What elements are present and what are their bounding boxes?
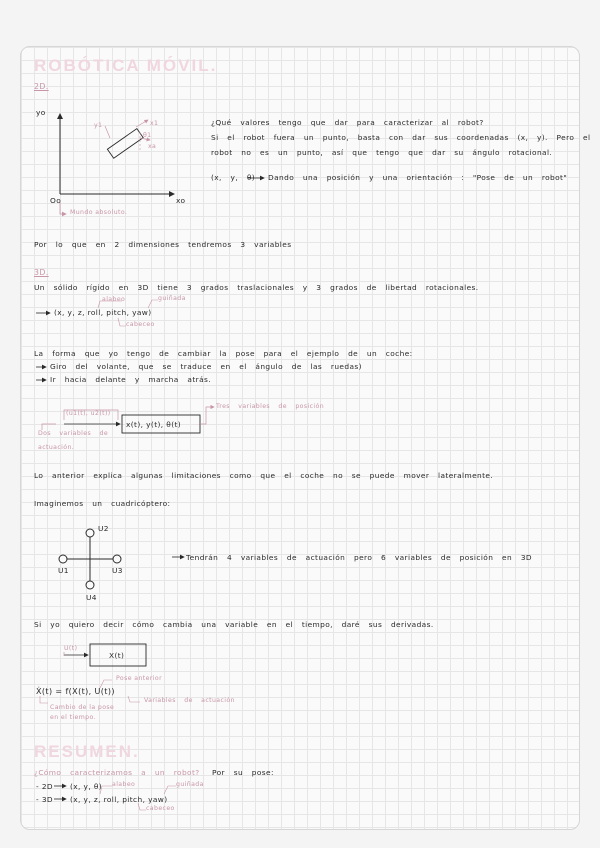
- resumen-title: RESUMEN.: [34, 742, 140, 761]
- rotor-u2: [86, 529, 94, 537]
- rotor-u3: [113, 555, 121, 563]
- section-2d-label: 2D.: [34, 82, 49, 91]
- ann-pitch: cabeceo: [126, 321, 155, 328]
- pose-tuple: (x, y, θ): [211, 173, 256, 182]
- q-line-2: Si el robot fuera un punto, basta con dar sus coordenadas (x, y). Pero el: [211, 133, 591, 142]
- car-act-vars-2: actuación.: [38, 444, 75, 451]
- car-box-text: x(t), y(t), θ(t): [126, 420, 182, 429]
- ann-change-1: Cambio de la pose: [50, 704, 115, 711]
- rotor-u4: [86, 581, 94, 589]
- quad-text: Tendrán 4 variables de actuación pero 6 variables de posición en 3D: [186, 553, 533, 562]
- pose-text: Dando una posición y una orientación : "Pose de un robot": [268, 173, 568, 182]
- deriv-input: U(t): [64, 645, 78, 652]
- car-act-vars-1: Dos variables de: [38, 430, 109, 437]
- origin-label: Oo: [50, 196, 62, 205]
- robot-label-xa: xa: [148, 143, 157, 150]
- quad-u4: U4: [86, 593, 97, 602]
- car-bullet-1: Giro del volante, que se traduce en el ángulo de las ruedas): [50, 362, 362, 371]
- robot-label-theta: θ1: [143, 132, 152, 139]
- rotor-u1: [59, 555, 67, 563]
- section-3d-label: 3D.: [34, 268, 49, 277]
- q-line-1: ¿Qué valores tengo que dar para caracterizar al robot?: [211, 118, 484, 127]
- deriv-box-text: X(t): [109, 651, 125, 660]
- car-intro: La forma que yo tengo de cambiar la pose para el ejemplo de un coche:: [34, 349, 413, 358]
- robot-label-x1: x1: [150, 120, 159, 127]
- quad-u3: U3: [112, 566, 123, 575]
- quadcopter-diagram: [59, 529, 121, 589]
- quad-u2: U2: [98, 524, 109, 533]
- robot-label-y1: y1: [94, 122, 103, 129]
- world-caption: Mundo absoluto.: [70, 209, 128, 216]
- robot-rectangle: [105, 120, 150, 158]
- car-pos-vars: Tres variables de posición: [216, 403, 325, 410]
- resumen-2d-value: (x, y, θ): [70, 782, 103, 791]
- resumen-question: ¿Cómo caracterizamos a un robot?: [34, 768, 200, 777]
- car-limitation: Lo anterior explica algunas limitaciones como que el coche no se puede mover lateralmente.: [34, 471, 494, 480]
- q-line-3: robot no es un punto, así que tengo que dar su ángulo rotacional.: [211, 148, 553, 157]
- axis-y-label: yo: [36, 108, 46, 117]
- quad-intro: Imaginemos un cuadricóptero:: [34, 499, 171, 508]
- resumen-ann-alabeo: alabeo: [112, 781, 136, 788]
- 3d-line-1: Un sólido rígido en 3D tiene 3 grados traslacionales y 3 grados de libertad rotacionales.: [34, 283, 479, 292]
- quad-u1: U1: [58, 566, 69, 575]
- resumen-3d-label: - 3D: [36, 795, 54, 804]
- axis-x-label: xo: [176, 196, 186, 205]
- summary-2d: Por lo que en 2 dimensiones tendremos 3 variables: [34, 240, 292, 249]
- deriv-equation: Ẋ(t) = f(X(t), U(t)): [36, 687, 115, 696]
- ann-change-2: en el tiempo.: [50, 714, 96, 721]
- resumen-ann-cabeceo: cabeceo: [146, 805, 175, 812]
- ann-pose-prev: Pose anterior: [116, 675, 163, 682]
- car-bullet-2: Ir hacia delante y marcha atrás.: [50, 375, 212, 384]
- resumen-ann-guinada: guiñada: [176, 781, 204, 788]
- ann-roll: alabeo: [102, 296, 126, 303]
- ann-yaw: guiñada: [158, 295, 186, 302]
- ann-act-vars: Variables de actuación: [144, 697, 235, 704]
- resumen-2d-label: - 2D: [36, 782, 54, 791]
- resumen-3d-value: (x, y, z, roll, pitch, yaw): [70, 795, 168, 804]
- page-title: ROBÓTICA MÓVIL.: [34, 56, 218, 75]
- 3d-tuple: (x, y, z, roll, pitch, yaw): [54, 308, 152, 317]
- resumen-answer: Por su pose:: [212, 768, 274, 777]
- deriv-intro: Si yo quiero decir cómo cambia una variable en el tiempo, daré sus derivadas.: [34, 620, 434, 629]
- car-input-label: (u1(t), u2(t)): [66, 410, 111, 417]
